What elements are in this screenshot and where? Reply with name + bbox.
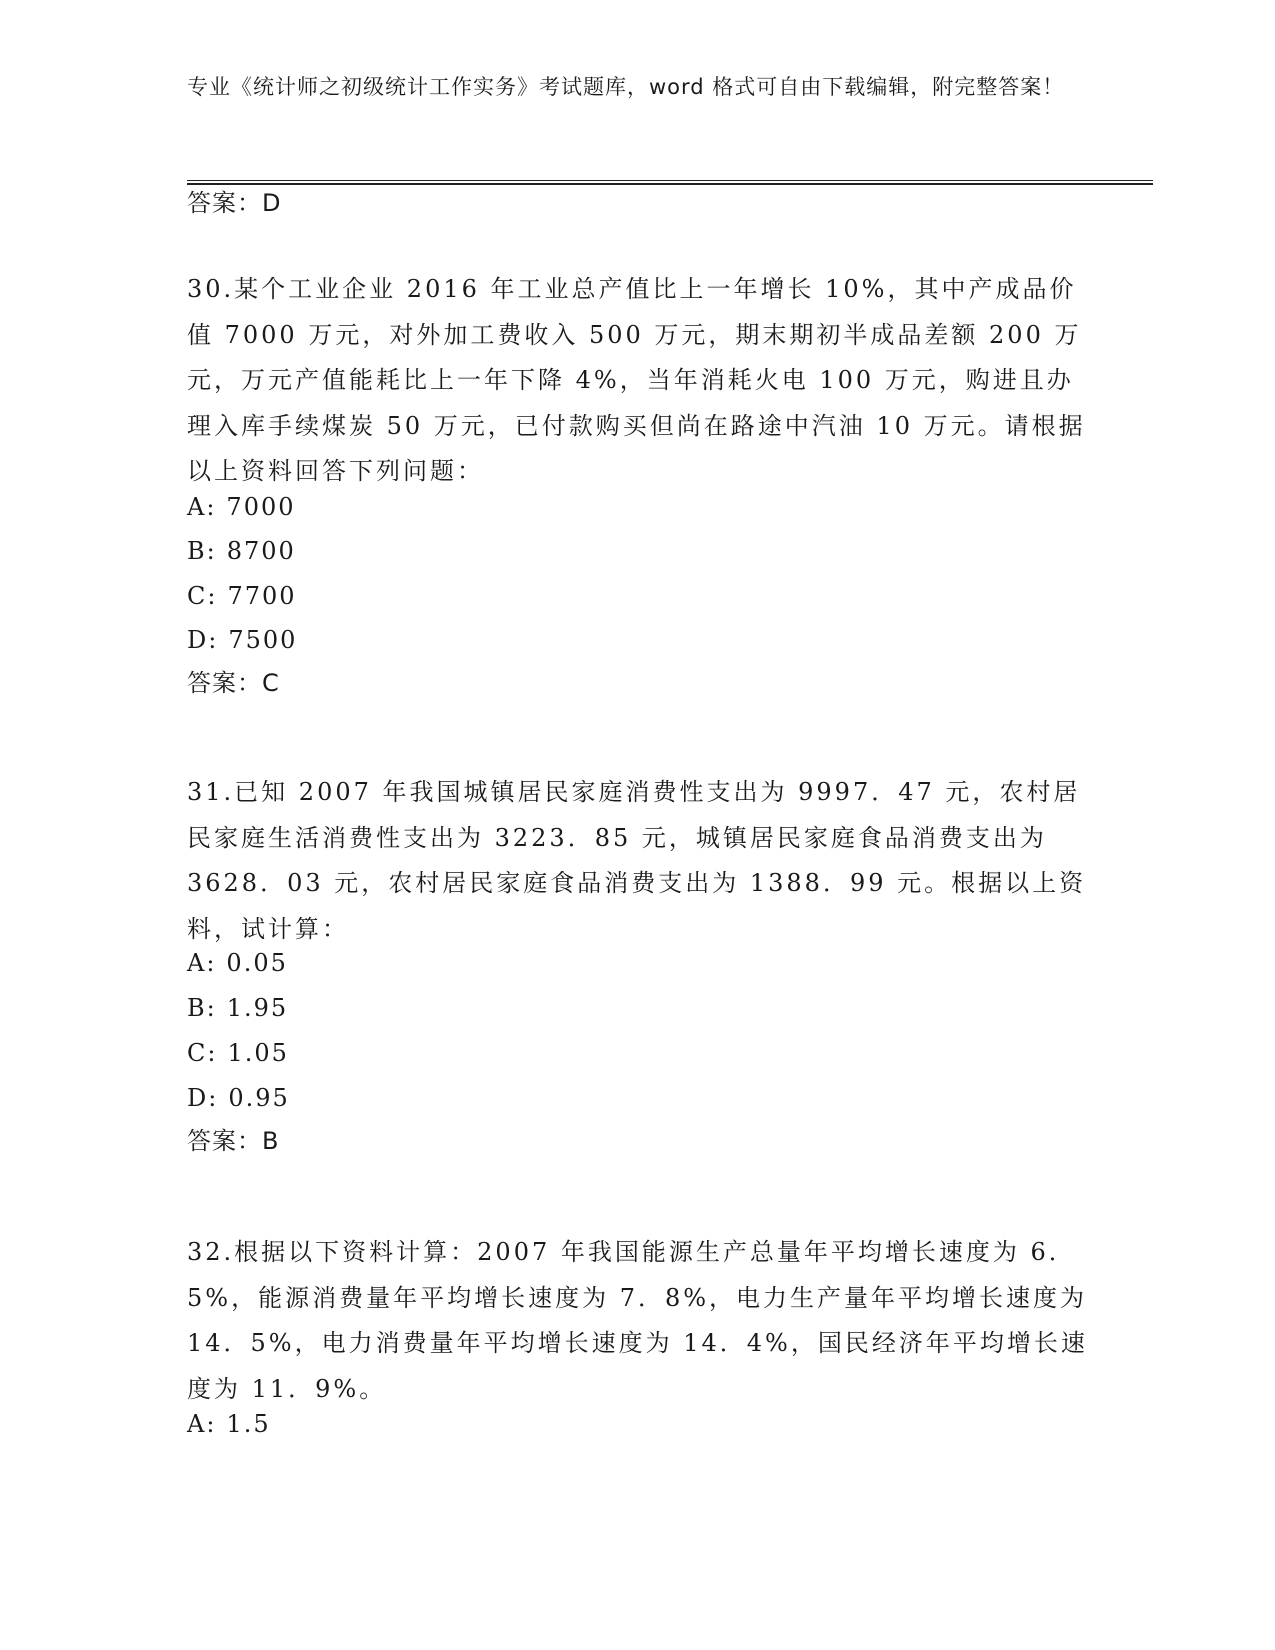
question-31-option-c: [187, 1037, 289, 1069]
option-value: 8700: [226, 537, 296, 565]
option-value: 1.95: [226, 994, 289, 1022]
header-divider-thick: [187, 183, 1153, 185]
previous-answer: 答案：D: [187, 189, 282, 217]
question-31-stem: 31.已知 2007 年我国城镇居民家庭消费性支出为 9997．47 元，农村居民家庭生活消费性支出为 3223．85 元，城镇居民家庭食品消费支出为 3628．03 元，农村居民家庭食品消费支出为 1388．99 元。根据以上资料，试计算：: [187, 778, 1087, 943]
question-31-option-b: [187, 992, 288, 1024]
option-value: 0.05: [226, 949, 288, 977]
option-label: B:: [187, 537, 217, 565]
option-label: B:: [187, 994, 217, 1022]
option-value: 1.05: [227, 1039, 289, 1067]
option-label: D:: [187, 626, 219, 654]
option-value: 7700: [227, 582, 297, 610]
document-header: 专业《统计师之初级统计工作实务》考试题库，word 格式可自由下载编辑，附完整答案！: [187, 75, 1065, 99]
question-30-answer: 答案：C: [187, 669, 280, 697]
option-label: C:: [187, 582, 218, 610]
question-31-answer: 答案：B: [187, 1127, 280, 1155]
option-value: 0.95: [228, 1084, 290, 1112]
option-label: A:: [187, 949, 217, 977]
header-divider: [187, 180, 1153, 181]
question-32-option-a: [187, 1408, 271, 1440]
question-30-option-d: [187, 624, 297, 656]
question-31-option-a: [187, 947, 288, 979]
option-value: 7000: [226, 493, 296, 521]
option-value: 7500: [228, 626, 298, 654]
option-label: A:: [187, 493, 217, 521]
question-32-stem: 32.根据以下资料计算：2007 年我国能源生产总量年平均增长速度为 6．5%，能源消费量年平均增长速度为 7．8%，电力生产量年平均增长速度为 14．5%，电力消费量年平均增长速度为 14．4%，国民经济年平均增长速度为 11．9%。: [187, 1238, 1088, 1403]
question-31-option-d: [187, 1082, 290, 1114]
option-label: D:: [187, 1084, 219, 1112]
question-30-stem: 30.某个工业企业 2016 年工业总产值比上一年增长 10%，其中产成品价值 7000 万元，对外加工费收入 500 万元，期末期初半成品差额 200 万元，万元产值能耗比上一年下降 4%，当年消耗火电 100 万元，购进且办理入库手续煤炭 50 万元，已付款购买但尚在路途中汽油 10 万元。请根据以上资料回答下列问题：: [187, 275, 1086, 485]
question-30-option-c: [187, 580, 297, 612]
question-30-option-a: [187, 491, 296, 523]
option-label: A:: [187, 1410, 217, 1438]
option-value: 1.5: [226, 1410, 271, 1438]
question-30-option-b: [187, 535, 296, 567]
option-label: C:: [187, 1039, 218, 1067]
